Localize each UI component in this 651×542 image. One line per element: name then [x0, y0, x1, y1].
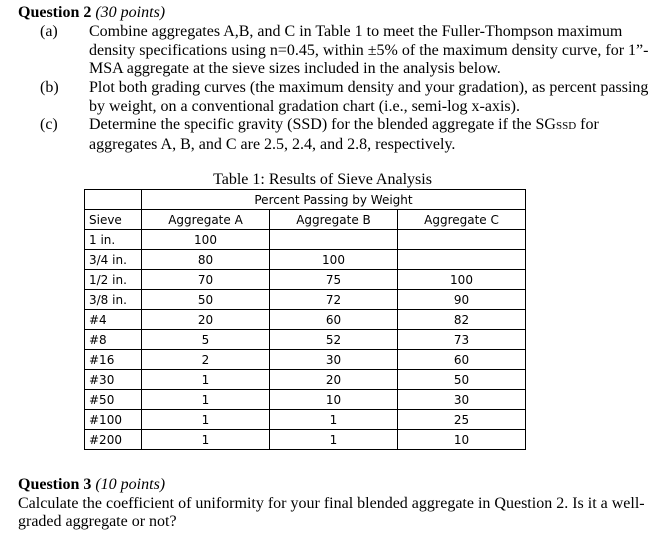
table-row [85, 410, 526, 430]
value-cell: 1 [142, 390, 270, 410]
value-cell: 30 [398, 390, 526, 410]
value-cell: 80 [142, 250, 270, 270]
value-cell: 100 [270, 250, 398, 270]
value-cell: 100 [398, 270, 526, 290]
question-2-heading [18, 4, 165, 23]
table-row [85, 390, 526, 410]
sieve-cell: 3/8 in. [85, 290, 142, 310]
value-cell [398, 250, 526, 270]
sieve-cell: #16 [85, 350, 142, 370]
text-part: for aggregates A, B, and C are 2.5, 2.4, and 2.8, respectively. [89, 116, 599, 153]
table-row [85, 290, 526, 310]
value-cell: 1 [142, 370, 270, 390]
item-text: Combine aggregates A,B, and C in Table 1 to meet the Fuller-Thompson maximum density specifications using n=0.45, within ±5% of the maximum density curve, for 1”-MSA aggregate at the sieve sizes included in the analysis below. [89, 23, 649, 77]
item-text [89, 116, 649, 154]
value-cell: 20 [142, 310, 270, 330]
value-cell: 90 [398, 290, 526, 310]
item-label: (a) [40, 23, 58, 40]
column-header: Aggregate C [398, 210, 526, 230]
question-text: Calculate the coefficient of uniformity for your final blended aggregate in Question 2. Is it a well-graded aggregate or not? [18, 494, 645, 530]
value-cell: 25 [398, 410, 526, 430]
sieve-cell: #50 [85, 390, 142, 410]
column-header: Aggregate B [270, 210, 398, 230]
value-cell: 73 [398, 330, 526, 350]
table-group-header-row [85, 190, 526, 210]
table-row [85, 230, 526, 250]
group-header: Percent Passing by Weight [142, 190, 526, 210]
column-header: Sieve [85, 210, 142, 230]
item-label: (b) [40, 79, 59, 96]
sieve-cell: #100 [85, 410, 142, 430]
value-cell: 1 [142, 430, 270, 450]
table-row [85, 310, 526, 330]
question-3 [18, 476, 648, 532]
sieve-cell: 3/4 in. [85, 250, 142, 270]
value-cell: 52 [270, 330, 398, 350]
question-3-heading [18, 476, 648, 495]
value-cell: 10 [398, 430, 526, 450]
value-cell: 10 [270, 390, 398, 410]
value-cell: 1 [142, 410, 270, 430]
value-cell: 5 [142, 330, 270, 350]
value-cell: 2 [142, 350, 270, 370]
value-cell: 72 [270, 290, 398, 310]
value-cell [398, 230, 526, 250]
table-row [85, 270, 526, 290]
sieve-cell: #8 [85, 330, 142, 350]
sieve-cell: 1/2 in. [85, 270, 142, 290]
value-cell: 100 [142, 230, 270, 250]
sieve-cell: #30 [85, 370, 142, 390]
table-row [85, 370, 526, 390]
sieve-cell: #4 [85, 310, 142, 330]
table-header-row [85, 210, 526, 230]
table-row [85, 330, 526, 350]
value-cell: 70 [142, 270, 270, 290]
sieve-cell: #200 [85, 430, 142, 450]
item-text: Plot both grading curves (the maximum density and your gradation), as percent passing by weight, on a conventional gradation chart (i.e., semi-log x-axis). [89, 79, 649, 115]
question-heading: Question 3 [18, 476, 92, 493]
empty-cell [85, 190, 142, 210]
table-row [85, 350, 526, 370]
value-cell: 60 [270, 310, 398, 330]
value-cell: 75 [270, 270, 398, 290]
question-points: (10 points) [95, 476, 166, 493]
value-cell: 20 [270, 370, 398, 390]
sieve-cell: 1 in. [85, 230, 142, 250]
value-cell: 30 [270, 350, 398, 370]
question-points: (30 points) [95, 4, 166, 21]
item-label: (c) [40, 116, 58, 133]
question-heading: Question 2 [18, 4, 92, 21]
value-cell: 82 [398, 310, 526, 330]
value-cell [270, 230, 398, 250]
value-cell: 60 [398, 350, 526, 370]
ssd-subscript: SSD [555, 120, 577, 132]
value-cell: 50 [142, 290, 270, 310]
sieve-analysis-table [84, 189, 526, 450]
table-row [85, 250, 526, 270]
value-cell: 1 [270, 430, 398, 450]
text-part: Determine the specific gravity (SSD) for the blended aggregate if the SG [89, 116, 556, 133]
column-header: Aggregate A [142, 210, 270, 230]
value-cell: 1 [270, 410, 398, 430]
table-row [85, 430, 526, 450]
table-title: Table 1: Results of Sieve Analysis [213, 171, 432, 188]
value-cell: 50 [398, 370, 526, 390]
